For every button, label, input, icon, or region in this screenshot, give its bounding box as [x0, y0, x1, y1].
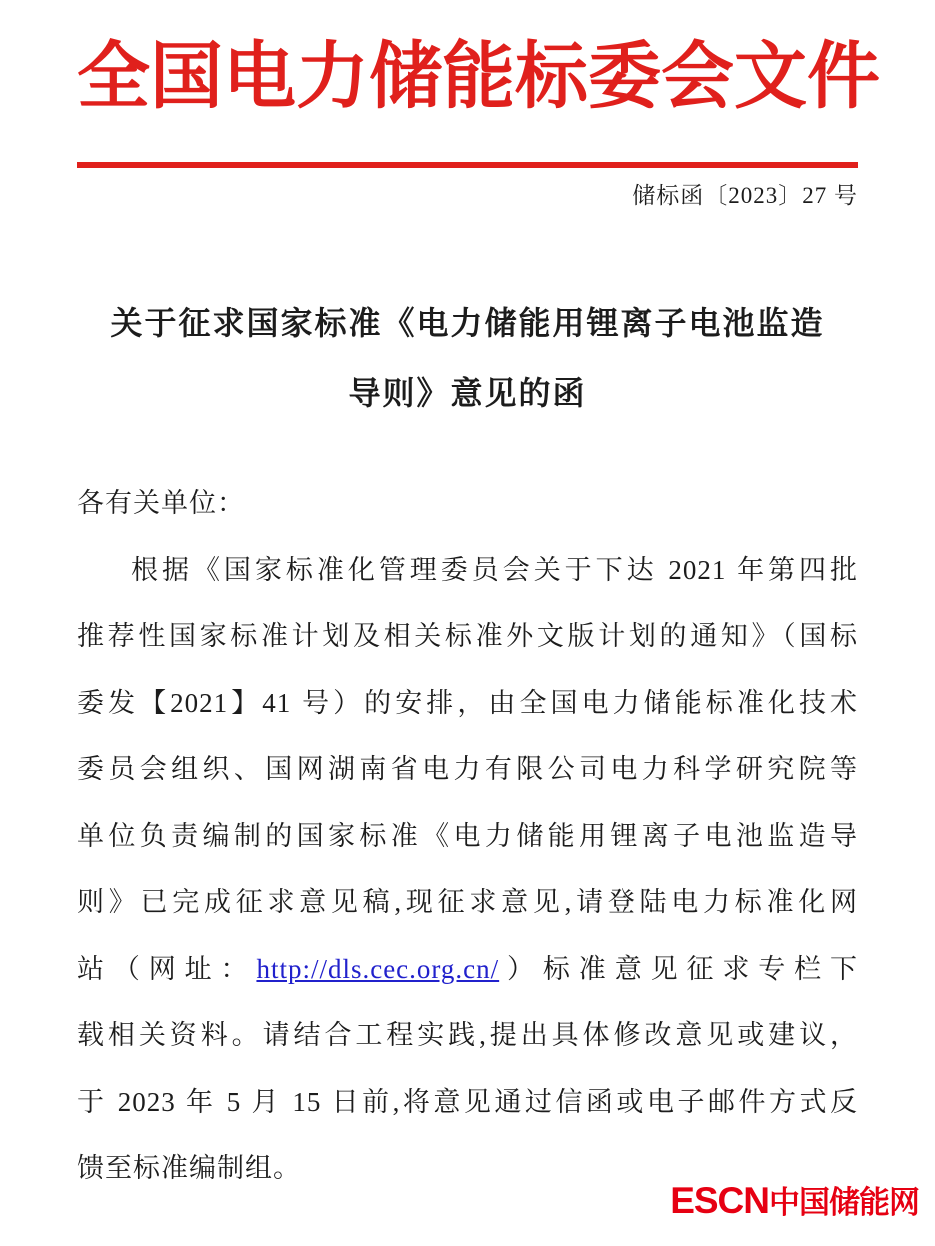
cec-standards-site-link[interactable]: http://dls.cec.org.cn/ [256, 953, 500, 984]
body-line: 单位负责编制的国家标准《电力储能用锂离子电池监造导 [77, 820, 858, 851]
body-line: 推荐性国家标准计划及相关标准外文版计划的通知》（国标 [77, 621, 858, 651]
body-line: 委发【2021】41 号）的安排，由全国电力储能标准化技术 [77, 687, 858, 718]
body-line: 则》已完成征求意见稿,现征求意见,请登陆电力标准化网 [77, 887, 858, 917]
body-line: 馈至标准编制组。 [77, 1153, 301, 1183]
link-line-prefix: 站（网址： [77, 953, 257, 984]
body-line: 委员会组织、国网湖南省电力有限公司电力科学研究院等 [77, 754, 858, 784]
salutation: 各有关单位： [77, 488, 245, 518]
document-title-line-1: 关于征求国家标准《电力储能用锂离子电池监造 [110, 305, 825, 341]
document-title-line-2: 导则》意见的函 [348, 375, 587, 411]
escn-watermark [670, 1180, 919, 1226]
document-content [0, 26, 935, 1202]
document-body [77, 470, 858, 1202]
escn-watermark-latin: ESCN [670, 1180, 769, 1221]
body-line-with-link [77, 936, 858, 1003]
body-line: 根据《国家标准化管理委员会关于下达 2021 年第四批 [131, 554, 858, 585]
body-line: 于 2023 年 5 月 15 日前,将意见通过信函或电子邮件方式反 [77, 1086, 858, 1117]
letterhead-org-title: 全国电力储能标委会文件 [77, 36, 880, 117]
letterhead-rule [77, 162, 858, 168]
link-line-suffix: ）标准意见征求专栏下 [499, 953, 859, 984]
escn-watermark-chinese: 中国储能网 [769, 1185, 919, 1220]
body-line: 载相关资料。请结合工程实践,提出具体修改意见或建议， [77, 1020, 858, 1050]
document-title [77, 288, 858, 428]
doc-number: 储标函〔2023〕27 号 [632, 183, 858, 208]
